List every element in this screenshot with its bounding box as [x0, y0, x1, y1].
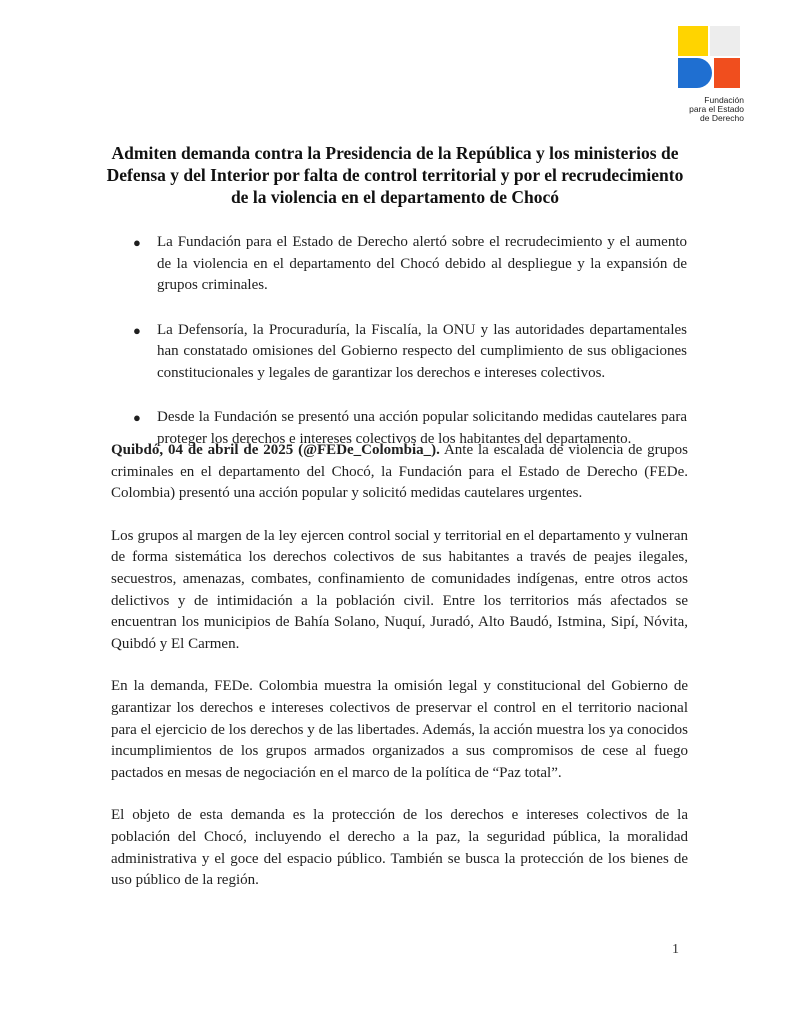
summary-bullet-list — [127, 232, 687, 473]
logo-text-line-3: de Derecho — [700, 113, 744, 123]
document-title: Admiten demanda contra la Presidencia de la República y los ministerios de Defensa y del Interior por falta de control territorial y por el recrudecimiento de la violencia en el departamento de Chocó — [106, 143, 684, 207]
bullet-dot-icon: ● — [133, 410, 141, 425]
bullet-dot-icon: ● — [133, 322, 141, 338]
bullet-text: La Defensoría, la Procuraduría, la Fiscalía, la ONU y las autoridades departamentales han constatado omisiones del Gobierno respecto del cumplimiento de sus obligaciones constitucionales y legales de garantizar los derechos e intereses colectivos. — [157, 321, 687, 381]
bullet-text: Desde la Fundación se presentó una acción popular solicitando medidas cautelares para proteger los derechos e intereses colectivos de los habitantes del departamento. — [157, 409, 687, 447]
paragraph-dateline — [111, 440, 688, 505]
paragraph: Los grupos al margen de la ley ejercen control social y territorial en el departamento y vulneran de forma sistemática los derechos colectivos de sus habitantes a través de peajes ilegales, secuestros, amenazas, combates, confinamiento de comunidades indígenas, entre otros actos delictivos y de intimidación a la población civil. Entre los territorios más afectados se encuentran los municipios de Bahía Solano, Nuquí, Juradó, Alto Baudó, Istmina, Sipí, Nóvita, Quibdó y El Carmen. — [111, 527, 688, 652]
bullet-dot-icon: ● — [133, 235, 141, 250]
bullet-item — [127, 320, 687, 385]
dateline: Quibdó, 04 de abril de 2025 (@FEDe_Colombia_). — [111, 442, 440, 458]
logo-yellow-square — [678, 26, 708, 56]
logo-text-line-1: Fundación — [704, 95, 744, 105]
fundacion-logo — [678, 26, 744, 124]
logo-mark — [678, 26, 740, 88]
paragraph: En la demanda, FEDe. Colombia muestra la omisión legal y constitucional del Gobierno de garantizar los derechos e intereses colectivos de preservar el control en el territorio nacional para el ejercicio de los derechos y de las libertades. Además, la acción muestra los ya conocidos incumplimientos de los grupos armados organizados a sus compromisos de cese al fuego pactados en mesas de negociación en el marco de la política de “Paz total”. — [111, 678, 688, 781]
page-number: 1 — [672, 942, 679, 957]
paragraph-text: Ante la escalada de violencia de grupos criminales en el departamento del Chocó, la Fundación para el Estado de Derecho (FEDe. Colombia) presentó una acción popular y solicitó medidas cautelares urgentes. — [111, 442, 688, 502]
logo-gray-square — [710, 26, 740, 56]
bullet-item — [127, 232, 687, 297]
logo-text-line-2: para el Estado — [689, 104, 744, 114]
article-body — [111, 440, 688, 913]
bullet-text: La Fundación para el Estado de Derecho alertó sobre el recrudecimiento y el aumento de la violencia en el departamento del Chocó debido al despliegue y la expansión de grupos criminales. — [157, 234, 687, 293]
paragraph: El objeto de esta demanda es la protección de los derechos e intereses colectivos de la población del Chocó, incluyendo el derecho a la paz, la seguridad pública, la moralidad administrativa y el goce del espacio público. También se busca la protección de los bienes de uso público de la región. — [111, 807, 688, 889]
logo-red-square — [714, 58, 740, 88]
logo-text — [678, 96, 744, 123]
logo-blue-d-shape — [678, 58, 712, 88]
